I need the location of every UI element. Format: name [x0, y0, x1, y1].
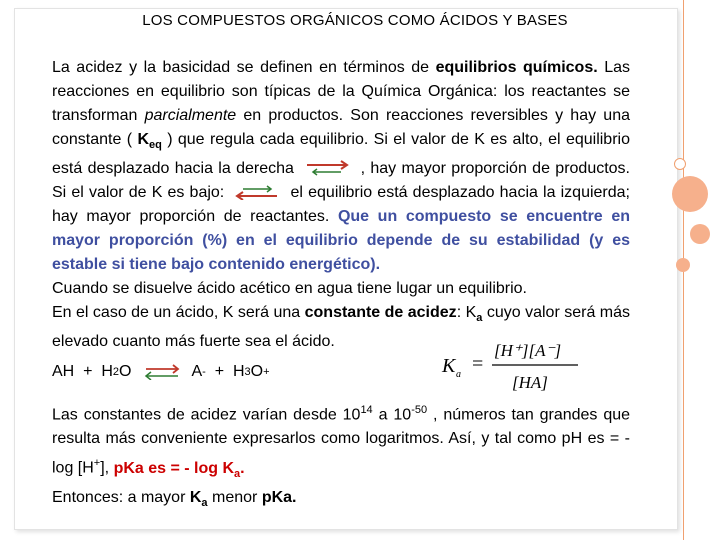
right-equilibrium-arrow-icon	[303, 160, 351, 176]
ka-symbol: K	[442, 355, 456, 377]
equilibrium-arrow-icon	[142, 364, 182, 380]
left-equilibrium-arrow-icon	[233, 184, 281, 200]
ka-subscript: a	[456, 369, 461, 380]
ka-formula	[438, 336, 588, 396]
paragraph-intro: La acidez y la basicidad se definen en términos de equilibrios químicos. Las reacciones en equilibrio son típicas de la Química Orgánica: los reactantes se transforman parcialmente en productos. Son reacciones reversibles y hay una constante ( $K_{eq}$ ) que regula cada equilibrio. Si el valor de K es alto, el equilibrio está desplazado hacia la derecha , hay mayor proporción de productos. Si el valor de K es bajo: el equilibrio está desplazado hacia la izquierda; hay mayor proporción de reactantes. Que un compuesto se encuentre en mayor proporción (%) en el equilibrio depende de su estabilidad (y es estable si tiene bajo contenido energético). Cuando se disuelve ácido acético en agua tiene lugar un equilibrio. En el caso de un ácido, K será una constante de acidez: $K_a$ cuyo valor será más elevado cuanto más fuerte sea el ácido.	[52, 59, 631, 351]
decorative-circle	[672, 176, 708, 212]
decorative-circle	[690, 224, 710, 244]
paragraph-acidity-constants: Las constantes de acidez varían desde $10^{14}$ a $10^{-50}$ , números tan grandes que resulta más conveniente expresarlos como logaritmos. Así, y tal como pH es = - log [H+], pKa es = - $\log K_a$. Entonces: a mayor $K_a$ menor pKa.	[52, 404, 631, 510]
decorative-circle	[674, 158, 686, 170]
equals-sign: =	[472, 353, 484, 375]
ka-denominator: [HA]	[512, 373, 548, 392]
stability-note: Que un compuesto se encuentre en mayor proporción (%) en el equilibrio depende de su estabilidad (y es estable si tiene bajo contenido energético).	[52, 208, 631, 274]
acid-dissociation-equation: AH + H 2 O A - + H 3 O +	[52, 363, 270, 380]
ka-numerator: [H⁺][A⁻]	[494, 341, 562, 360]
decorative-circle	[676, 258, 690, 272]
slide-title: LOS COMPUESTOS ORGÁNICOS COMO ÁCIDOS Y BASES	[142, 12, 568, 29]
pka-definition: pKa es = - $\log K_a$.	[113, 459, 245, 480]
